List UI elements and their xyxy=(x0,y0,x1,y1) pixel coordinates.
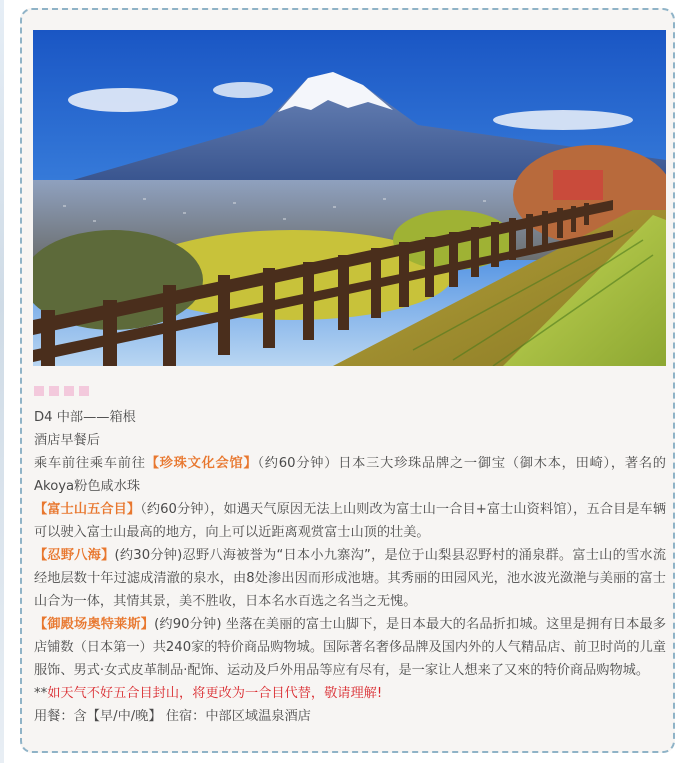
oshino-hakkai-description: (约30分钟)忍野八海被誉为“日本小九寨沟”，是位于山梨县忍野村的涌泉群。富士山的雪水流经地层数十年过滤成清澈的泉水，由8处渗出因而形成池塘。其秀丽的田园风光，池水波光潋滟与美丽的富士山合为一体，其情其景，美不胜收，日本名水百选之名当之无愧。 xyxy=(34,548,667,609)
pearl-museum-name: 【珍珠文化会馆】 xyxy=(145,456,258,471)
itinerary-card xyxy=(20,8,675,753)
fuji-5th-station-paragraph xyxy=(34,498,666,544)
oshino-hakkai-paragraph xyxy=(34,544,666,613)
itinerary-text xyxy=(34,406,666,728)
pink-dot xyxy=(64,386,74,396)
breakfast-line: 酒店早餐后 xyxy=(34,433,100,448)
fuji-5th-station-name: 【富士山五合目】 xyxy=(34,502,141,517)
pink-dot xyxy=(79,386,89,396)
decorative-dots xyxy=(34,386,89,396)
pearl-intro: 乘车前往乘车前往 xyxy=(34,456,146,471)
gotemba-outlet-description: (约90分钟) 坐落在美丽的富士山脚下，是日本最大的名品折扣城。这里是拥有日本最多店铺数（日本第一）共240家的特价商品购物城。国际著名奢侈品牌及国内外的人气精品店、前卫时尚的儿童服饰、男式·女式皮革制品·配饰、运动及戶外用品等应有尽有，是一家让人想来了又來的特价商品购物城。 xyxy=(34,617,667,678)
pink-dot xyxy=(34,386,44,396)
gotemba-outlet-name: 【御殿场奥特莱斯】 xyxy=(34,617,155,632)
day-title: D4 中部——箱根 xyxy=(34,410,136,425)
mount-fuji-photo xyxy=(33,30,666,366)
notice-text: 如天气不好五合目封山，将更改为一合目代替，敬请理解! xyxy=(47,686,383,701)
oshino-hakkai-name: 【忍野八海】 xyxy=(34,548,115,563)
fuji-5th-station-description: （约60分钟），如遇天气原因无法上山则改为富士山一合目+富士山资料馆），五合目是车辆可以驶入富士山最高的地方，向上可以近距离观赏富士山顶的壮美。 xyxy=(34,502,667,540)
weather-notice xyxy=(34,682,666,705)
photo-illustration xyxy=(33,30,666,366)
pink-dot xyxy=(49,386,59,396)
notice-stars: ** xyxy=(34,686,48,701)
pearl-museum-paragraph xyxy=(34,452,666,498)
meals-and-hotel: 用餐：含【早/中/晚】 住宿：中部区域温泉酒店 xyxy=(34,709,311,724)
gotemba-outlet-paragraph xyxy=(34,613,666,682)
pearl-description: （约60分钟）日本三大珍珠品牌之一御宝（御木本，田崎），著名的Akoya粉色咸水珠 xyxy=(34,456,666,494)
left-edge-strip xyxy=(0,0,4,763)
